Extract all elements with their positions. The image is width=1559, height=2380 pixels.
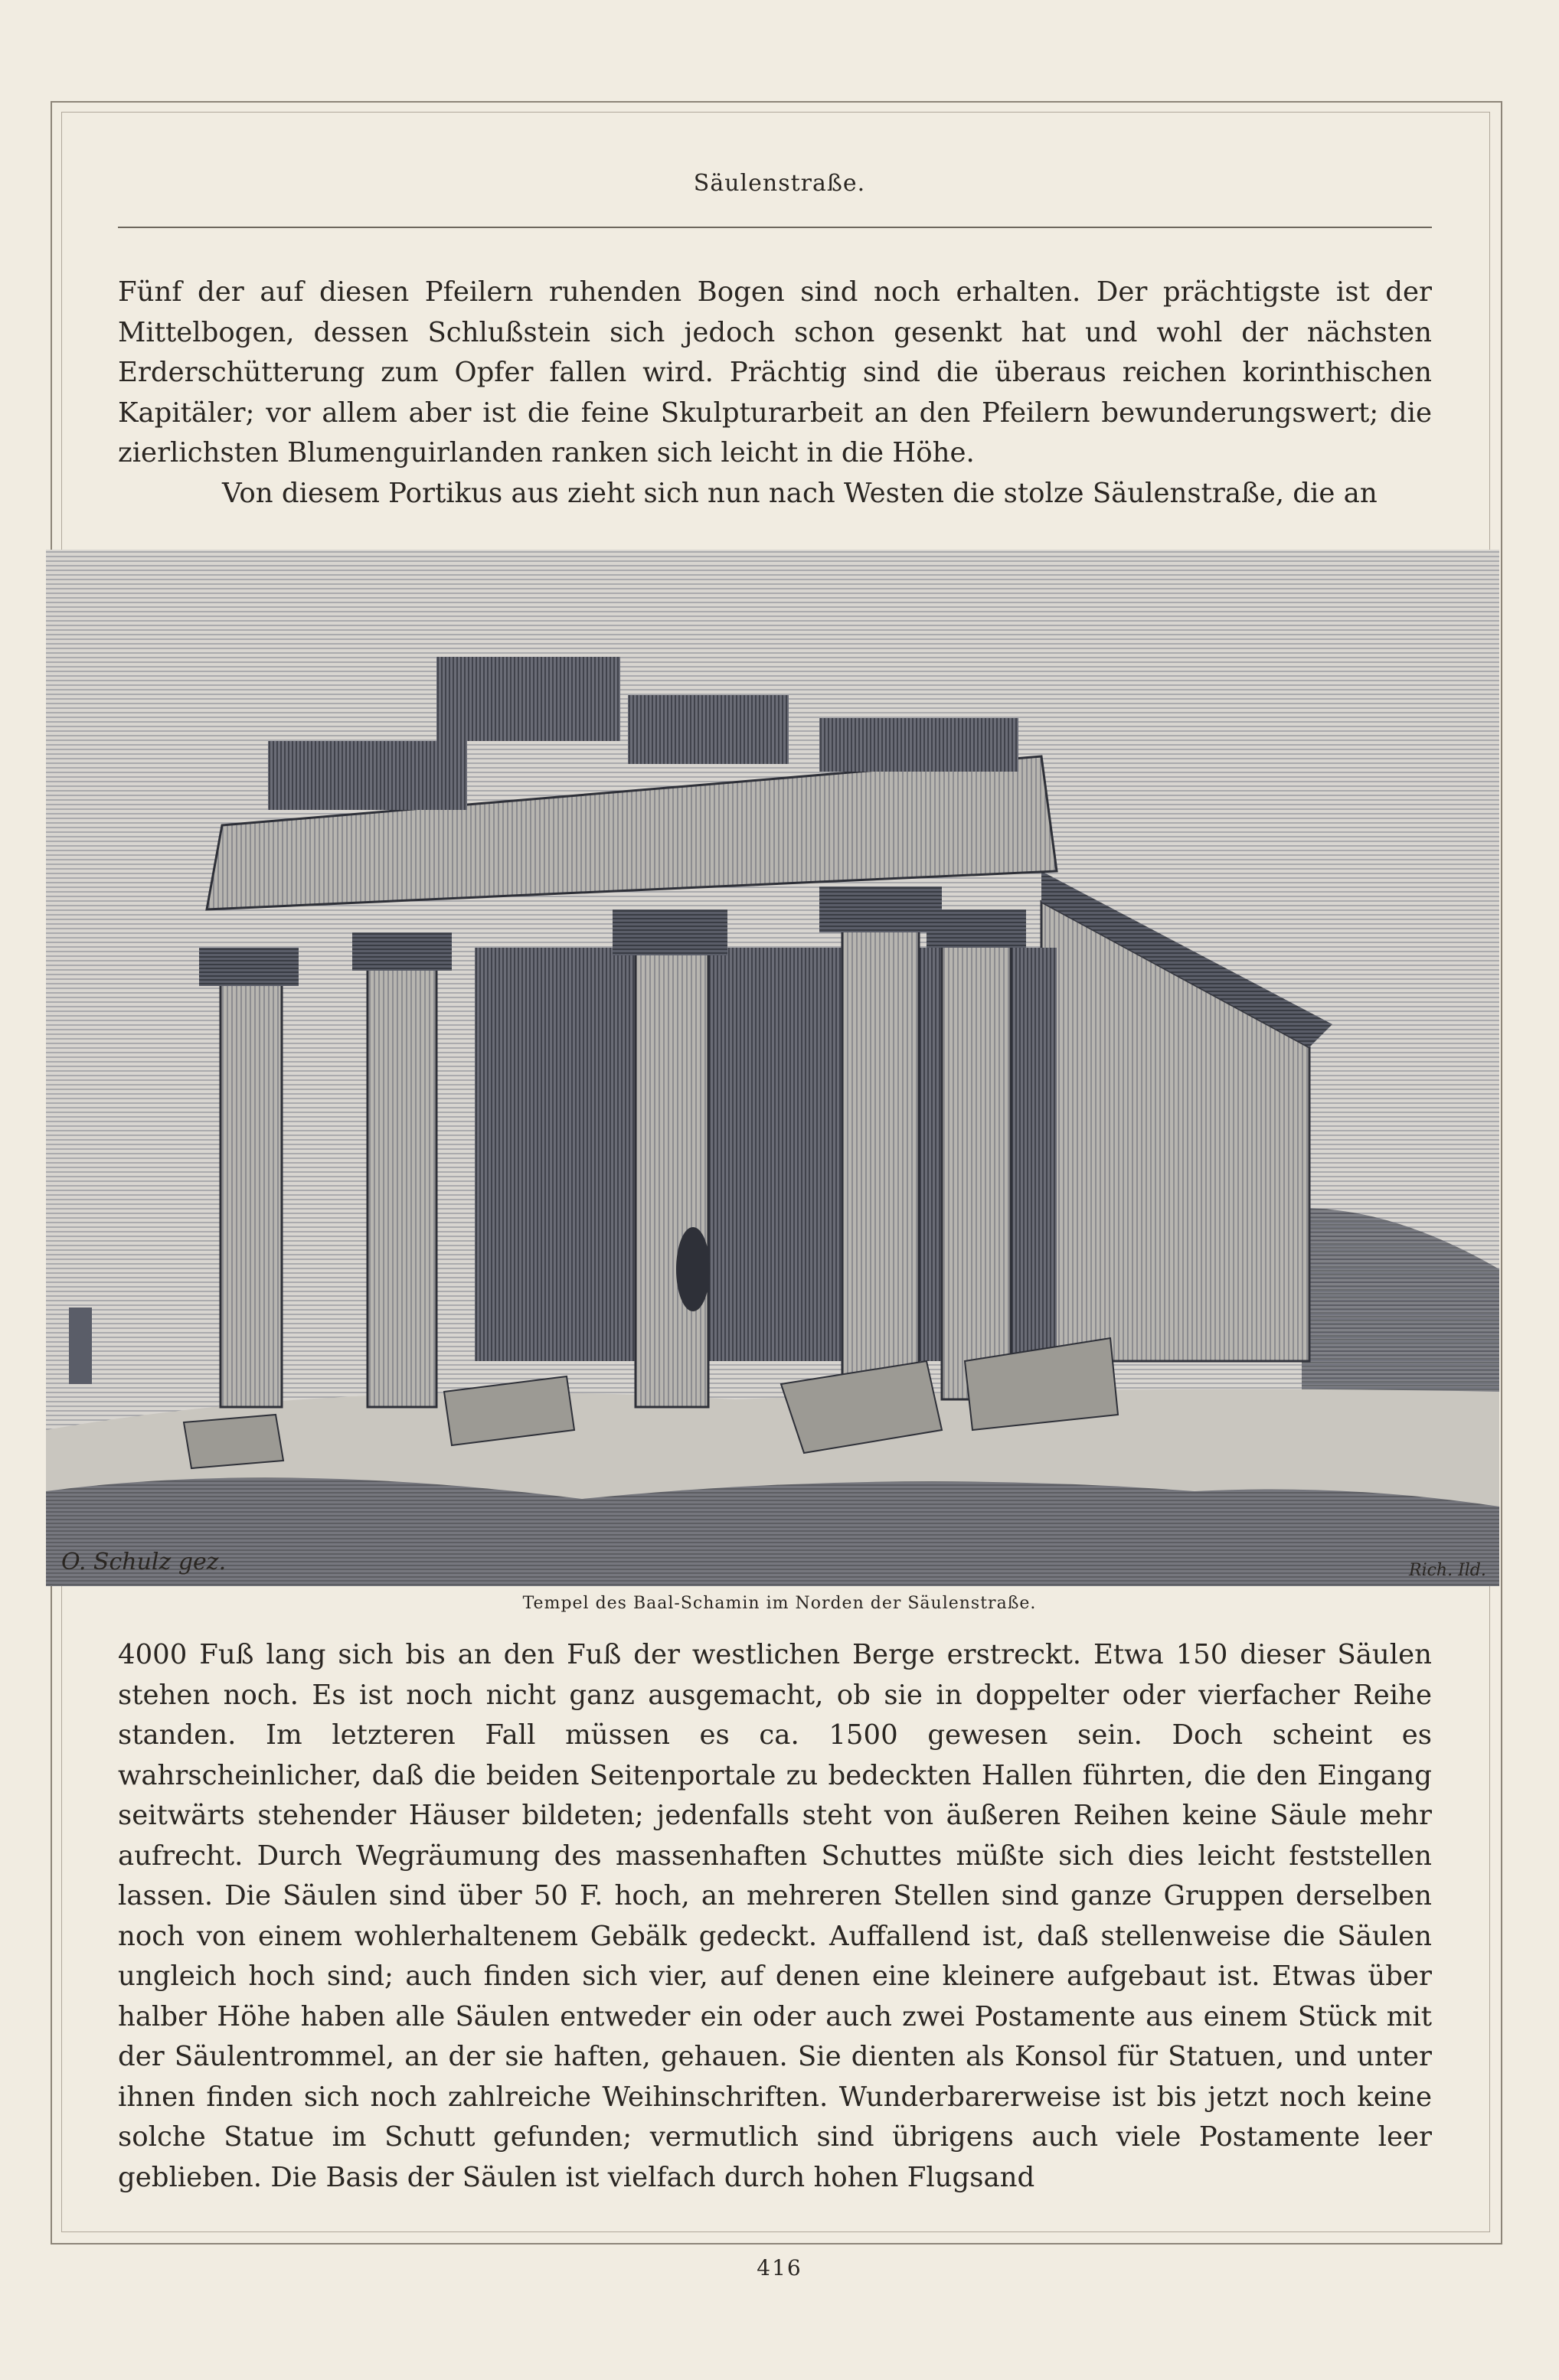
brush: [46, 1477, 1499, 1586]
body-text-bottom: [118, 1635, 1432, 2198]
paragraph-3: 4000 Fuß lang sich bis an den Fuß der westlichen Berge erstreckt. Etwa 150 dieser Säulen stehen noch. Es ist noch nicht ganz ausgemacht, ob sie in doppelter oder vierfacher Reihe standen. Im letzteren Fall müssen es ca. 1500 gewesen sein. Doch scheint es wahrscheinlicher, daß die beiden Seitenportale zu bedeckten Hallen führten, die den Eingang seitwärts stehender Häuser bildeten; jedenfalls steht von äußeren Reihen keine Säule mehr aufrecht. Durch Wegräumung des massenhaften Schuttes müßte sich dies leicht feststellen lassen. Die Säulen sind über 50 F. hoch, an mehreren Stellen sind ganze Gruppen derselben noch von einem wohlerhaltenem Gebälk gedeckt. Auffallend ist, daß stellenweise die Säulen ungleich hoch sind; auch finden sich vier, auf denen eine kleinere aufgebaut ist. Etwas über halber Höhe haben alle Säulen entweder ein oder auch zwei Postamente aus einem Stück mit der Säulentrommel, an der sie haften, gehauen. Sie dienten als Konsol für Statuen, und unter ihnen finden sich noch zahlreiche Weihinschriften. Wunderbarerweise ist bis jetzt noch keine solche Statue im Schutt gefunden; vermutlich sind übrigens auch viele Postamente leer geblieben. Die Basis der Säulen ist vielfach durch hohen Flugsand: [118, 1639, 1432, 2193]
engraving-drawing: [46, 550, 1499, 1586]
header-rule: [118, 227, 1432, 228]
cornice-block-left: [268, 741, 467, 810]
cornice-block-middle: [628, 695, 789, 764]
figure-caption: Tempel des Baal-Schamin im Norden der Säulenstraße.: [522, 1594, 1037, 1613]
engraver-signature-right: Rich. Ild.: [1409, 1561, 1486, 1580]
temple-engraving: [46, 550, 1499, 1586]
cornice-block-right: [819, 718, 1018, 772]
body-text-top: [118, 273, 1432, 514]
seated-figure: [676, 1227, 710, 1311]
engraver-signature-left: O. Schulz gez.: [61, 1549, 227, 1575]
running-head: Säulenstraße.: [693, 170, 866, 197]
paragraph-2: Von diesem Portikus aus zieht sich nun nach Westen die stolze Säulenstraße, die an: [222, 477, 1378, 509]
page-number: 416: [757, 2255, 802, 2280]
distant-ruin: [69, 1308, 92, 1384]
cornice-block-top: [436, 657, 620, 741]
paragraph-1: Fünf der auf diesen Pfeilern ruhenden Bogen sind noch erhalten. Der prächtigste ist der Mittelbogen, dessen Schlußstein sich jedoch schon gesenkt hat und wohl der nächsten Erderschütterung zum Opfer fallen wird. Prächtig sind die überaus reichen korinthischen Kapitäler; vor allem aber ist die feine Skulpturarbeit an den Pfeilern bewunderungswert; die zierlichsten Blumenguirlanden ranken sich leicht in die Höhe.: [118, 276, 1432, 468]
